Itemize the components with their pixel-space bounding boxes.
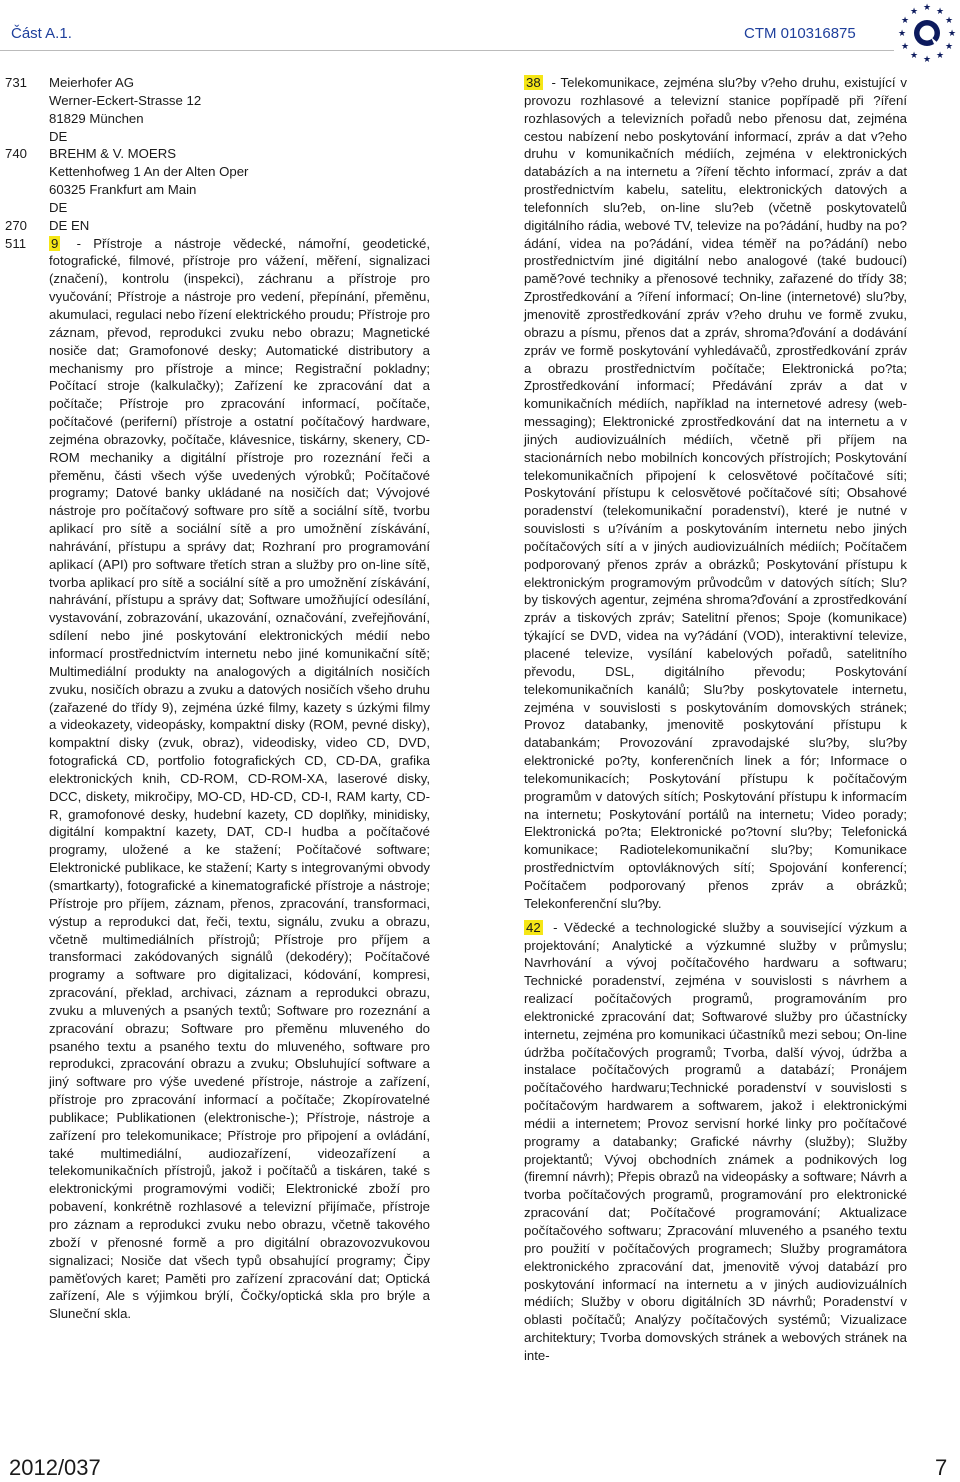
languages-block: [5, 217, 430, 235]
goods-block: [5, 235, 430, 1323]
representative-code: 740: [5, 146, 28, 162]
owner-code: 731: [5, 75, 28, 90]
svg-text:★: ★: [897, 29, 907, 39]
languages-value: DE EN: [49, 217, 90, 233]
languages-code: 270: [5, 217, 28, 233]
owner-line: Werner-Eckert-Strasse 12: [49, 92, 202, 108]
footer-issue: 2012/037: [9, 1455, 101, 1480]
goods-code: 511: [5, 235, 27, 251]
class-38-text: - Telekomunikace, zejména slu?by v?eho druhu, existující v provozu rozhlasové a televizní stanice popřípadě při ?íření rozhlasových a televizních pořadů nebo přenosu dat, zejména cestou nabízení nebo poskytování informací, zpráv a dat v?eho druhu v komunikačních médiích, zejména v elektronických databázích a na internetu a ?íření těchto informací, zpráv a dat prostřednictvím kabelu, satelitu, elektronických datových a telefonních slu?eb, on-line slu?eb (včetně poskytovatelů digitálního rádia, webové TV, televize na po?ádání, hudby na po?ádání, videa na po?ádání, videa téměř na po?ádání) nebo prostřednictvím jiné digitální nebo analogové (také budoucí) pamě?ové techniky a přenosové techniky, zařazené do třídy 38; Zprostředkování a ?íření informací; On-line (internetové) slu?by, jmenovitě zprostředkování zpráv v?eho druhu ve formě zvuku, obrazu a písmu, přenos dat a zpráv, shroma?ďování a dodávání zpráv ve formě poskytování vyhledávačů, zprostředkování zpráv a obrazu prostřednictvím počítače; Elektronická po?ta; Zprostředkování informací; Předávání zpráv a dat v komunikačních médiích, například na internetové adresy (web-messaging); Elektronické zprostředkování dat na internetu a v jiných audiovizuálních médiích, včetně při příjem na stacionárních nebo mobilních koncových přístrojích; Poskytování telekomunikačních připojení k celosvětové počítačové síti; Poskytování přístupu k celosvětové počítačové síti; Obsahové poradenství (telekomunikační poradenství), které je nutné v souvislosti s u?íváním a poskytováním internetu nebo jiných počítačových sítí a v jiných audiovizuálních médiích; Počítačem podporovaný přenos zpráv a obrázků; Poskytování přístupu k elektronickým programovým průvodcům v datových sítích; Slu?by tiskových agentur, zejména shroma?ďování a zprostředkování zpráv a tiskových zpráv; Satelitní přenos; Spoje (komunikace) týkající se DVD, videa na vy?ádání (VOD), interaktivní televize, placené televize, vysílání kabelových pořadů, satelitního převodu, DSL, digitálního převodu; Poskytování telekomunikačních kanálů; Slu?by poskytovatele internetu, zejména v souvislosti s poskytováním domovských stránek; Provoz databanky, jmenovitě poskytování přístupu k databankám; Provozování zpravodajské slu?by, slu?by elektronické po?ty, konferenčních linek a fór; Informace o telekomunikacích; Poskytování přístupu k počítačovým programům v datových sítích; Poskytování přístupu k informacím na internetu; Poskytování portálů na internetu; Video porady; Elektronická po?ta; Elektronické po?tovní slu?by; Telefonická komunikace; Radiotelekomunikační slu?by; Komunikace prostřednictvím optovláknových sítí; Spojování konferencí; Počítačem podporovaný přenos zpráv a obrázků; Telekonferenční slu?by.: [524, 75, 907, 911]
header-doc-id: CTM 010316875: [744, 25, 856, 42]
class-38-entry: [524, 74, 907, 913]
class-42-text: - Vědecké a technologické služby a související výzkum a projektování; Analytické a výzkumné služby v průmyslu; Navrhování a vývoj počítačového hardwaru a softwaru; Technické poradenství, zejména v souvislosti s návrhem a realizací počítačových programů, programováním pro elektronické zpracování dat; Softwarové služby pro účastnícky internetu, zejména pro komunikaci účastníků mezi sebou; On-line údržba počítačových programů; Tvorba, další vývoj, údržba a instalace počítačových programů a databází; Pronájem počítačového hardwaru;Technické poradenství v souvislosti s počítačovým hardwarem a softwarem, jakož i elektronickými médii a internetem; Provoz servisní horké linky pro počítačové programy a databanky; Grafické návrhy (služby); Služby projektantů; Vývoj obchodních známek a podnikových log (firemní návrh); Přepis obrazů na videopásky a software; Návrh a tvorba počítačových programů, programování pro elektronické zpracování dat; Počítačové programování; Aktualizace počítačového softwaru; Zpracování mluveného a psaného textu pro použití v počítačových programech; Služby programátora elektronického zpracování dat, jmenovitě vývoj databází pro poskytování informací na internetu a v jiných audiovizuálních médiích; Služby v oboru digitálních 3D návrhů; Poradenství v oblasti počítačů; Analýzy počítačových systémů; Vizualizace architektury; Tvorba domovských stránek a webových stránek na inte-: [524, 919, 907, 1363]
left-column: [5, 74, 430, 1323]
svg-text:★: ★: [935, 7, 945, 17]
class-38-badge: 38: [526, 75, 541, 90]
class-42-badge: 42: [526, 919, 541, 935]
class-9-text: - Přístroje a nástroje vědecké, námořní, geodetické, fotografické, filmové, přístroje pro vážení, měření, signalizaci (značení), kontrolu (inspekci), záchranu a přístroje pro vyučování; Přístroje a nástroje pro vedení, přepínání, přeměnu, akumulaci, regulaci nebo řízení elektrického proudu; Přístroje pro záznam, převod, reprodukci zvuku nebo obrazu; Magnetické nosiče dat; Gramofonové desky; Automatické distributory a mechanismy pro přístroje a mince; Registrační pokladny; Počítací stroje (kalkulačky); Zařízení ke zpracování dat a počítače; Přístroje pro zpracování informací, počítače, počítačové (periferní) přístroje a ostatní počítačový hardware, zejména obrazovky, počítače, klávesnice, tiskárny, skenery, CD-ROM mechaniky a digitální přístroje pro rozeznání řeči a přeměnu, části všech výše uvedených výrobků; Počítačové programy; Datové banky ukládané na nosičích dat; Vývojové nástroje pro počítačový software pro sítě a sociální sítě, tvorbu aplikací pro sítě a sociální sítě a pro umožnění získávání, nahrávání, přístupu a správy dat; Rozhraní pro programování aplikací (API) pro software třetích stran a služby pro on-line sítě, tvorba aplikací pro sítě a sociální sítě a pro umožnění získávání, nahrávání, přístupu a správy dat; Software umožňující odesílání, vystavování, zobrazování, ukazování, označování, zveřejňování, sdílení nebo jiné poskytování elektronických médií nebo informací prostřednictvím internetu nebo jiné komunikační sítě; Multimediální produkty na analogových a digitálních nosičích zvuku, nosičích obrazu a zvuku a datových nosičích všeho druhu (zařazené do třídy 9), zejména úzké filmy, kazety s úzkými filmy a videokazety, videopásky, kompaktní disky (ROM, pevné disky), kompaktní disky (zvuk, obraz), videodisky, video CD, DVD, fotografická CD, portfolio fotografických CD, CD-DA, grafika elektronických knih, CD-ROM, CD-ROM-XA, laserové disky, DCC, diskety, mikročipy, MO-CD, HD-CD, CD-I, RAM karty, CD-R, gramofonové desky, hudební kazety, CD doplňky, minidisky, digitální kompaktní kazety, DAT, CD-I hudba a počítačové programy, uložené a ke stažení; Počítačové software; Elektronické publikace, ke stažení; Karty s integrovanými obvody (smartkarty), fotografické a kinematografické přístroje a nástroje; Přístroje pro příjem, záznam, přenos, zpracování, transformaci, výstup a reprodukci dat, řeči, textu, signálu, zvuku a obrazu, včetně multimediálních přístrojů; Přístroje pro příjem a transformaci zakódovaných signálů (dekodéry); Počítačové programy a software pro digitalizaci, kódování, kompresi, zpracování, překlad, archivaci, záznam a reprodukci obrazu, zvuku a mluvených a psaných textů; Software pro rozeznání a zpracování obrazu; Software pro přeměnu mluveného do psaného textu a psaného textu do mluveného, software pro reprodukci, zpracování obrazu a zvuku; Obsluhující software a jiný software pro výše uvedené přístroje, nástroje a zařízení, přístroje pro zpracování informací a počítače; Zkopírovatelné publikace; Publikationen (elektronische-); Přístroje, nástroje a zařízení pro telekomunikace; Přístroje pro připojení a ovládání, také multimediální, audiozařízení, videozařízení a telekomunikačních přístrojů, jakož i počítačů a tiskáren, také s elektronickými programovými vodiči; Elektronické zboží pro pobavení, konkrétně rozhlasové a televizní přijímače, přístroje pro záznam a reprodukci zvuku nebo obrazu, včetně takového zboží v přenosné formě a pro digitální obrazovozvukovou signalizaci; Nosiče dat všech typů obsahující programy; Čipy paměťových karet; Paměti pro zařízení zpracování dat; Optická zařízení, Ale s výjimkou brýlí, Čočky/optická skla pro brýle a Sluneční skla.: [49, 235, 430, 1322]
svg-text:★: ★: [935, 51, 945, 61]
svg-text:★: ★: [922, 3, 932, 13]
header-rule: [0, 50, 960, 51]
svg-text:★: ★: [947, 29, 957, 39]
class-9-entry: [49, 235, 430, 1323]
svg-text:★: ★: [922, 55, 932, 65]
svg-text:★: ★: [900, 16, 910, 26]
svg-text:★: ★: [944, 42, 954, 52]
owner-line: DE: [49, 128, 68, 144]
svg-text:★: ★: [909, 51, 919, 61]
owner-line: 81829 München: [49, 110, 144, 126]
class-9-badge: 9: [51, 235, 59, 251]
right-column: [524, 74, 907, 1365]
header-section: Část A.1.: [11, 25, 72, 42]
representative-block: [5, 145, 430, 216]
footer-page-number: 7: [935, 1455, 948, 1480]
eu-stars-logo-icon: [894, 0, 960, 66]
representative-line: DE: [49, 199, 68, 215]
owner-line: Meierhofer AG: [49, 75, 135, 90]
svg-text:★: ★: [909, 7, 919, 17]
class-42-entry: [524, 919, 907, 1365]
owner-block: [5, 74, 430, 145]
svg-text:★: ★: [900, 42, 910, 52]
svg-text:★: ★: [944, 16, 954, 26]
representative-line: Kettenhofweg 1 An der Alten Oper: [49, 164, 249, 180]
representative-line: 60325 Frankfurt am Main: [49, 182, 197, 198]
representative-line: BREHM & V. MOERS: [49, 146, 177, 162]
